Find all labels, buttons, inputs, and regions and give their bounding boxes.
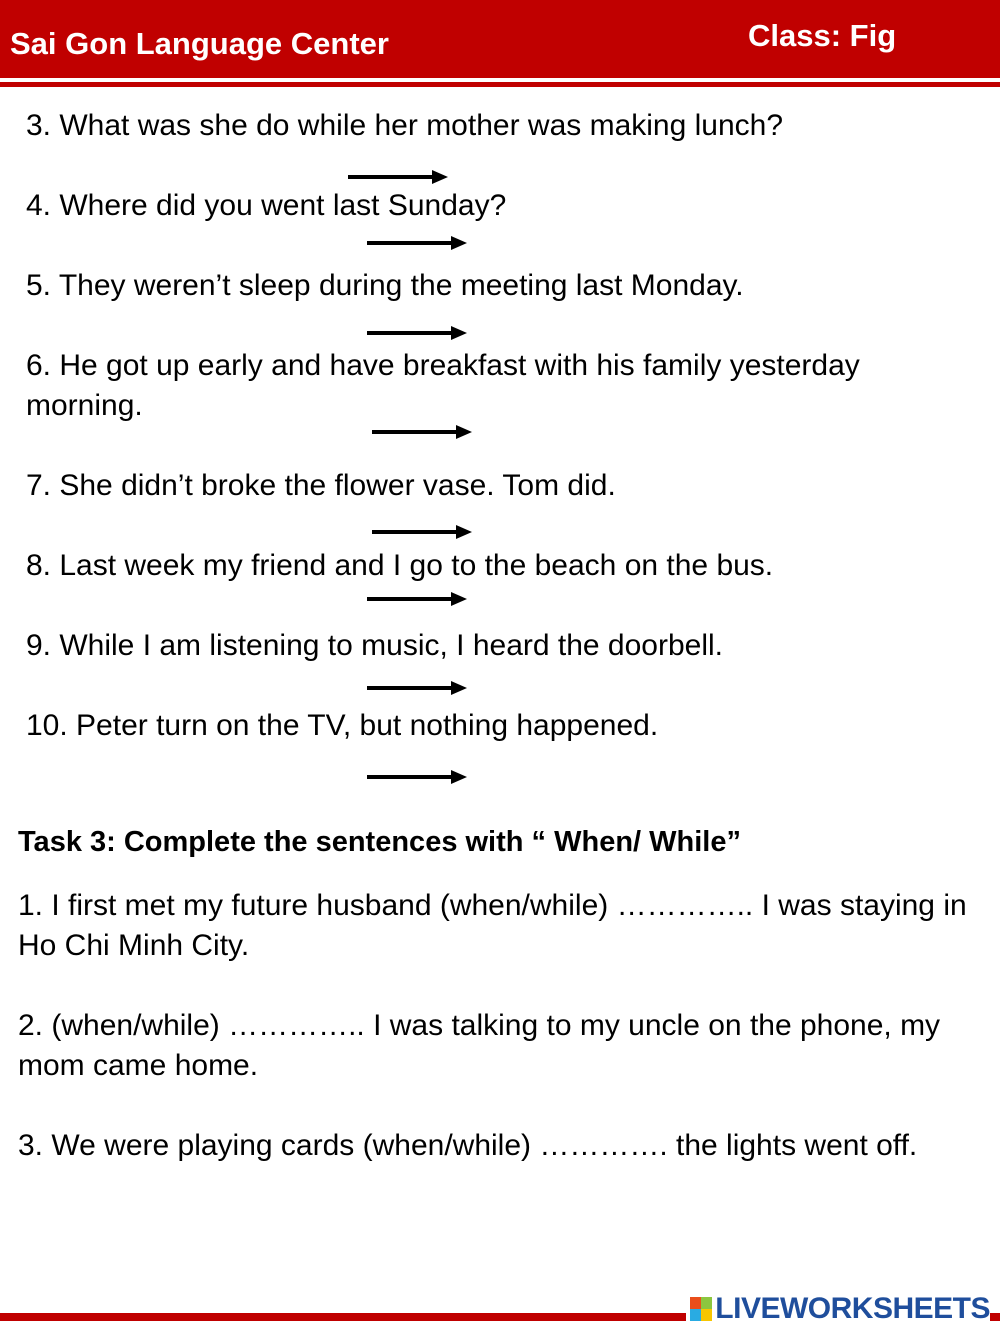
task-3-title: Task 3: Complete the sentences with “ When/ While” — [18, 826, 741, 858]
task3-sentence-2: 2. (when/while) ………….. I was talking to my uncle on the phone, my mom came home. — [18, 1009, 941, 1082]
liveworksheets-logo-icon — [690, 1297, 712, 1321]
sentence-4: 4. Where did you went last Sunday? — [26, 189, 507, 222]
header-divider — [0, 82, 1000, 87]
answer-arrow-icon — [367, 681, 467, 695]
answer-arrow-icon — [372, 525, 472, 539]
answer-arrow-icon — [367, 592, 467, 606]
header-bar — [0, 0, 1000, 78]
brand-text: LIVEWORKSHEETS — [715, 1292, 990, 1325]
task3-sentence-1: 1. I first met my future husband (when/while) ………….. I was staying in Ho Chi Minh City. — [18, 889, 967, 962]
task3-sentence-3: 3. We were playing cards (when/while) …………. the lights went off. — [18, 1129, 918, 1162]
sentence-7: 7. She didn’t broke the flower vase. Tom did. — [26, 469, 616, 502]
answer-arrow-icon — [372, 425, 472, 439]
center-name: Sai Gon Language Center — [10, 26, 389, 61]
class-label: Class: Fig — [748, 18, 897, 53]
answer-arrow-icon — [367, 770, 467, 784]
sentence-6: 6. He got up early and have breakfast with his family yesterday morning. — [26, 349, 860, 422]
sentence-9: 9. While I am listening to music, I heard the doorbell. — [26, 629, 724, 662]
answer-arrow-icon — [367, 326, 467, 340]
sentence-8: 8. Last week my friend and I go to the beach on the bus. — [26, 549, 774, 582]
sentence-3: 3. What was she do while her mother was making lunch? — [26, 109, 784, 142]
sentence-5: 5. They weren’t sleep during the meeting last Monday. — [26, 269, 744, 302]
answer-arrow-icon — [348, 170, 448, 184]
sentence-10: 10. Peter turn on the TV, but nothing happened. — [26, 709, 659, 742]
liveworksheets-brand — [686, 1289, 990, 1329]
answer-arrow-icon — [367, 236, 467, 250]
